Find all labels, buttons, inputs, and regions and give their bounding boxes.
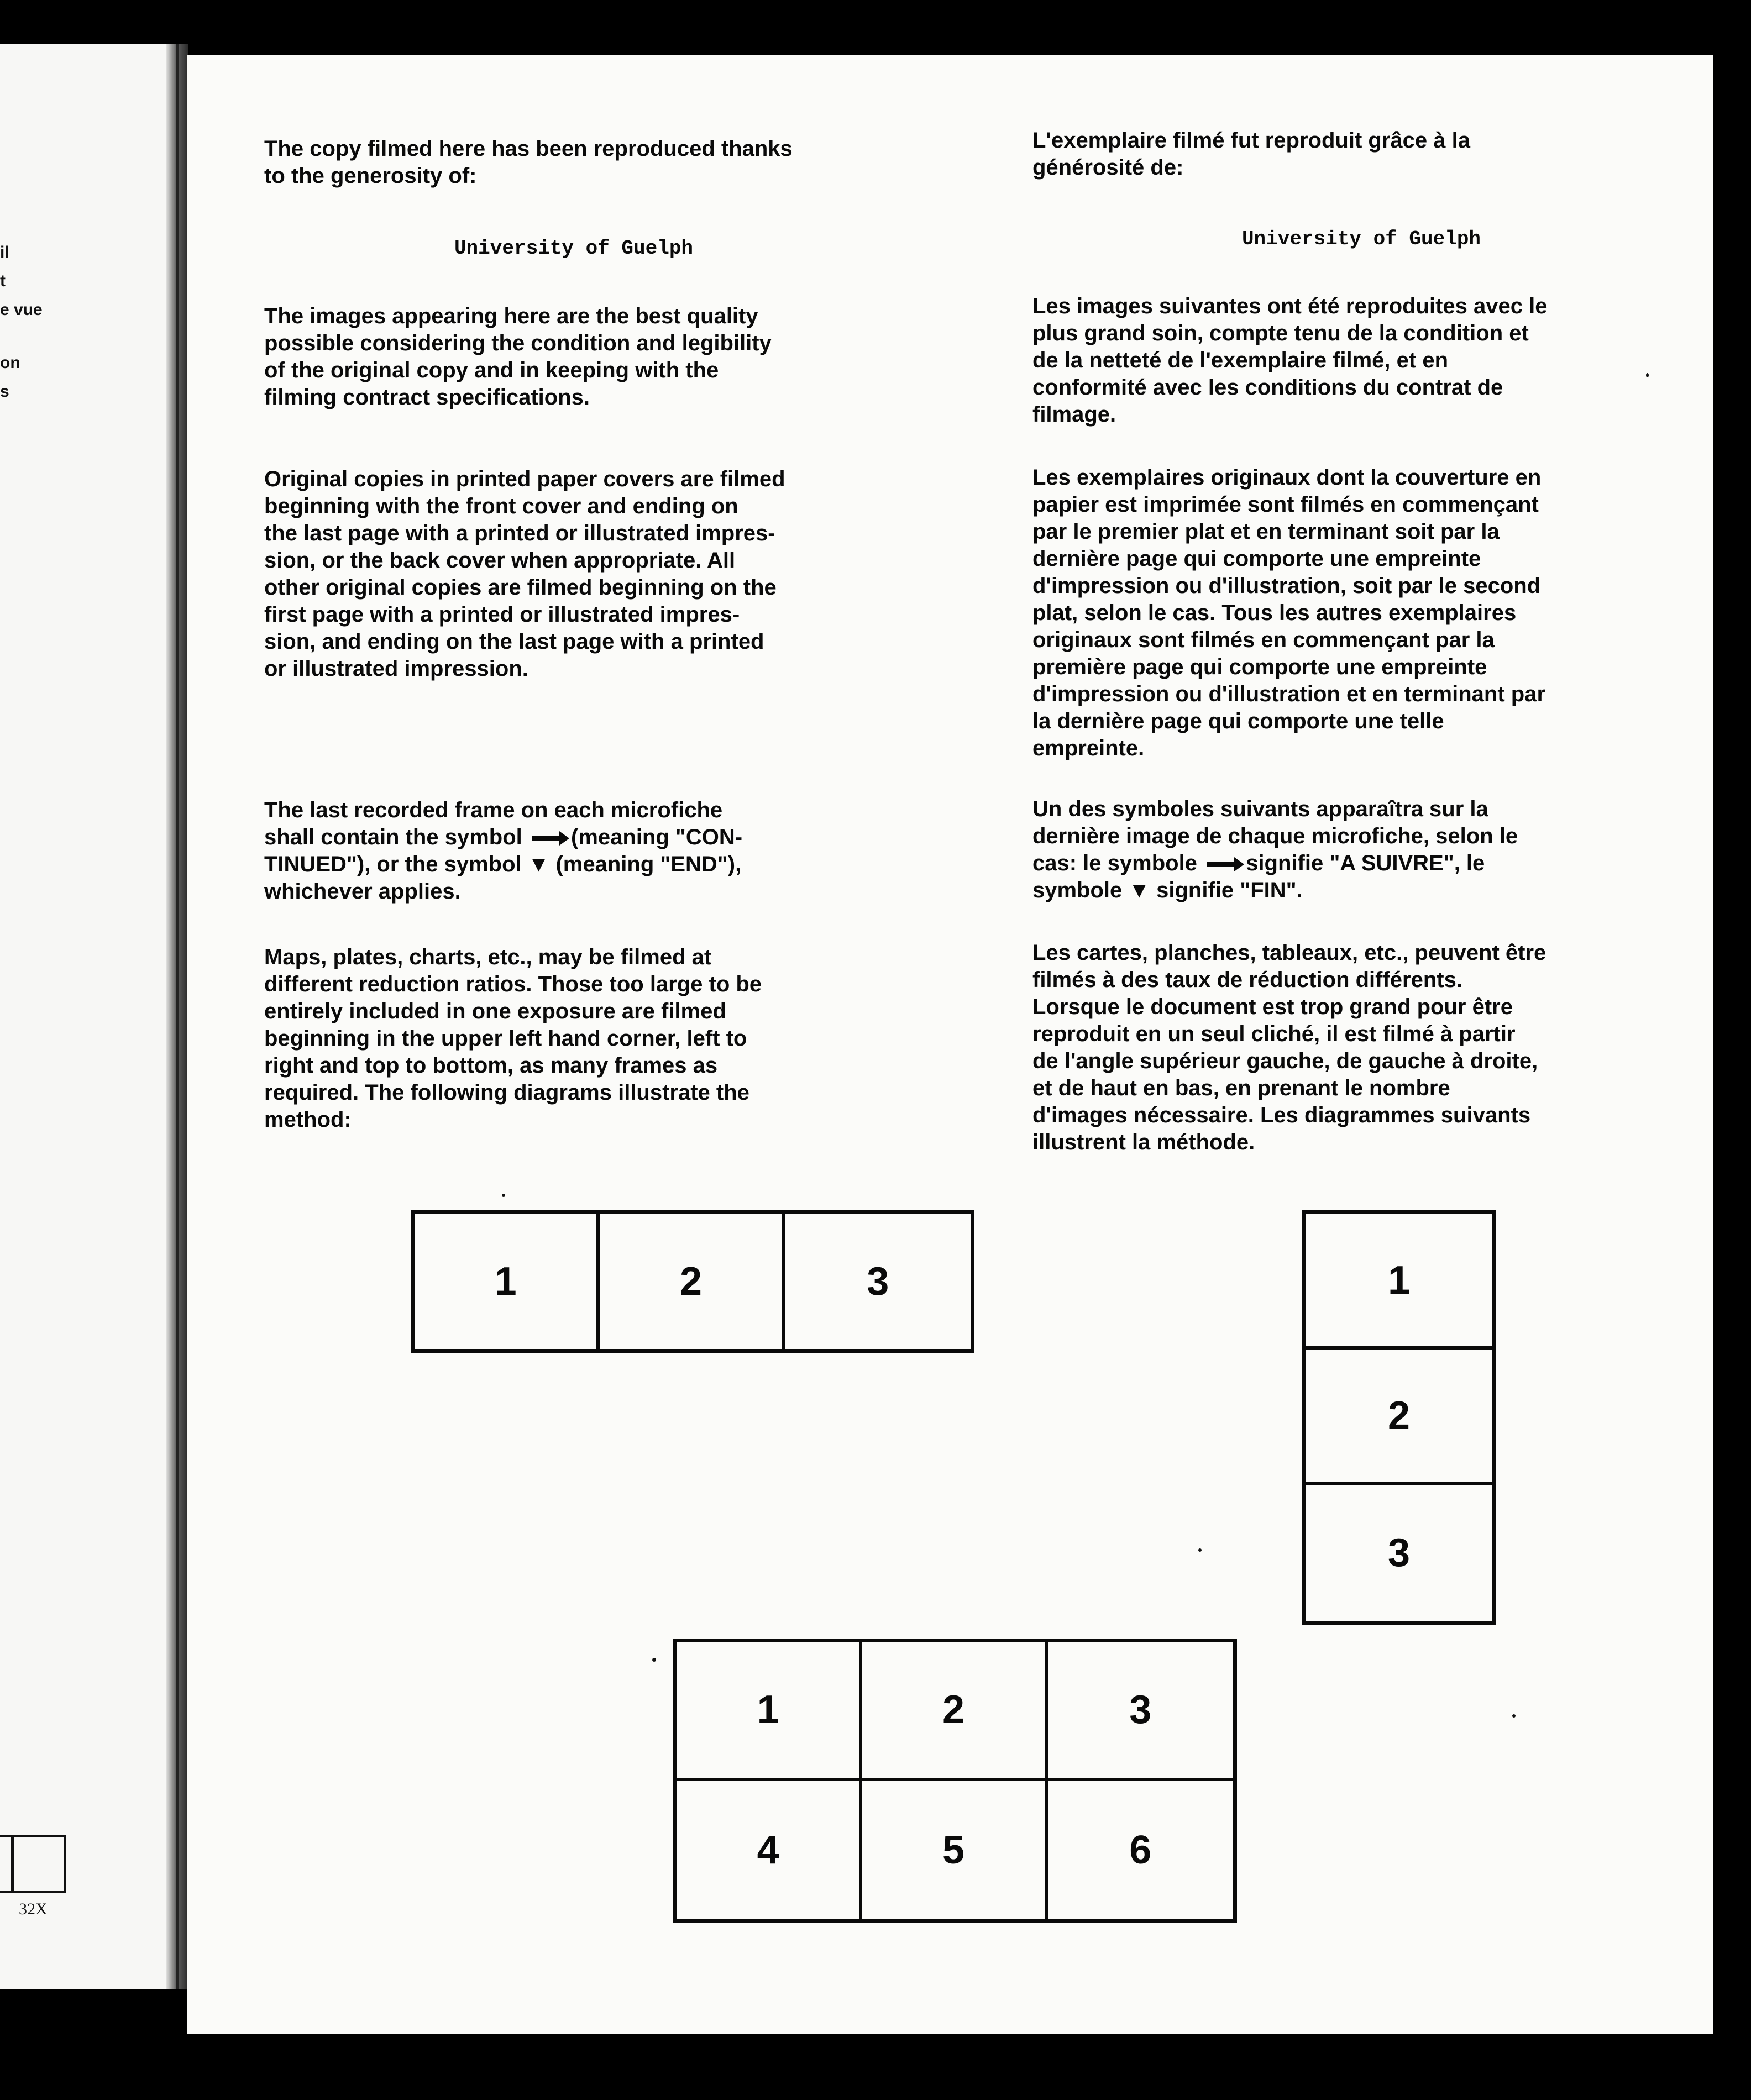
symbols-paragraph <box>264 797 927 905</box>
english-symbols-block <box>264 797 927 905</box>
frame-cell: 2 <box>600 1214 785 1349</box>
dust-speck <box>652 1658 656 1662</box>
french-maps-block <box>1032 939 1690 1156</box>
thanks-paragraph-fr: L'exemplaire filmé fut reproduit grâce à la générosité de: <box>1032 128 1470 180</box>
resolution-target-box <box>0 1835 66 1893</box>
french-originals-block <box>1032 464 1690 762</box>
thanks-paragraph: The copy filmed here has been reproduced thanks to the generosity of: <box>264 136 793 188</box>
frame-cell: 5 <box>862 1781 1047 1920</box>
maps-paragraph: Maps, plates, charts, etc., may be filmed at different reduction ratios. Those too large to be entirely included in one exposure are filmed beginning in the upper left hand corner, left to right and top to bottom, as many frames as required. The following diagrams illustrate the method: <box>264 945 762 1132</box>
adjacent-text-fragment: il <box>0 243 9 261</box>
frame-cell: 3 <box>1048 1642 1233 1781</box>
french-symbols-block <box>1032 796 1690 904</box>
main-page <box>187 55 1713 2034</box>
french-column <box>1032 127 1690 181</box>
english-maps-block <box>264 944 927 1133</box>
frame-cell: 1 <box>415 1214 600 1349</box>
adjacent-text-fragment: t <box>0 272 6 290</box>
symbols-paragraph-fr <box>1032 796 1690 904</box>
originals-paragraph: Original copies in printed paper covers are filmed beginning with the front cover and ending on the last page with a printed or illustrated impres- sion, or the back cover when appropriate. All other original copies are filmed beginning on the first page with a printed or illustrated impres- sion, and ending on the last page with a printed or illustrated impression. <box>264 467 785 681</box>
english-institution <box>264 235 883 262</box>
dust-speck <box>1646 373 1649 377</box>
english-quality-block <box>264 303 927 411</box>
institution-name: University of Guelph <box>454 237 694 260</box>
adjacent-text-fragment: s <box>0 382 9 401</box>
frame-cell: 2 <box>862 1642 1047 1781</box>
frame-cell: 1 <box>1306 1214 1492 1350</box>
english-column <box>264 135 927 190</box>
frame-cell: 3 <box>867 1259 889 1304</box>
symbols-text-end: (meaning "CON- TINUED"), or the symbol ▼ (meaning "END"), whichever applies. <box>264 825 743 904</box>
frame-cell: 1 <box>677 1642 862 1781</box>
maps-paragraph-fr: Les cartes, planches, tableaux, etc., peuvent être filmés à des taux de réduction différents. Lorsque le document est trop grand pour être reproduit en un seul cliché, il est filmé à partir de l'angle supérieur gauche, de gauche à droite, et de haut en bas, en prenant le nombre d'images nécessaire. Les diagrammes suivants illustrent la méthode. <box>1032 941 1546 1154</box>
originals-paragraph-fr: Les exemplaires originaux dont la couverture en papier est imprimée sont filmés en commençant par le premier plat et en terminant soit par la dernière page qui comporte une empreinte d'impression ou d'illustration, soit par le second plat, selon le cas. Tous les autres exemplaires originaux sont filmés en commençant par la première page qui comporte une empreinte d'impression ou d'illustration et en terminant par la dernière page qui comporte une telle empreinte. <box>1032 465 1546 760</box>
diagram-vertical-frames <box>1302 1210 1496 1625</box>
dust-speck <box>502 1194 505 1197</box>
quality-paragraph-fr: Les images suivantes ont été reproduites avec le plus grand soin, compte tenu de la condition et de la netteté de l'exemplaire filmé, et en conformité avec les conditions du contrat de filmage. <box>1032 294 1548 427</box>
french-institution <box>1032 225 1690 253</box>
arrow-icon <box>532 836 562 841</box>
symbols-text-start-fr: Un des symboles suivants apparaîtra sur la dernière image de chaque microfiche, selon le cas: le symbole <box>1032 797 1518 875</box>
frame-cell: 3 <box>1387 1531 1411 1576</box>
frame-cell: 6 <box>1129 1828 1152 1872</box>
adjacent-text-fragment: e vue <box>0 301 43 319</box>
gutter-edge <box>176 44 179 1989</box>
reduction-ratio-label: 32X <box>19 1900 48 1918</box>
arrow-icon <box>1207 862 1236 867</box>
symbols-text-start: The last recorded frame on each microfiche shall contain the symbol <box>264 798 723 849</box>
diagram-grid-frames <box>673 1639 1237 1923</box>
dust-speck <box>1512 1714 1516 1718</box>
english-originals-block <box>264 466 927 683</box>
diagram-horizontal-frames <box>411 1210 974 1353</box>
frame-cell: 2 <box>1306 1350 1492 1485</box>
symbols-text-end-fr: signifie "A SUIVRE", le symbole ▼ signifie "FIN". <box>1032 851 1485 902</box>
quality-paragraph: The images appearing here are the best quality possible considering the condition and legibility of the original copy and in keeping with the filming contract specifications. <box>264 304 772 410</box>
french-quality-block <box>1032 293 1690 428</box>
adjacent-text-fragment: on <box>0 354 20 372</box>
institution-name-fr: University of Guelph <box>1241 228 1481 250</box>
dust-speck <box>1198 1548 1202 1552</box>
frame-cell: 4 <box>677 1781 862 1920</box>
adjacent-page <box>0 44 178 1989</box>
